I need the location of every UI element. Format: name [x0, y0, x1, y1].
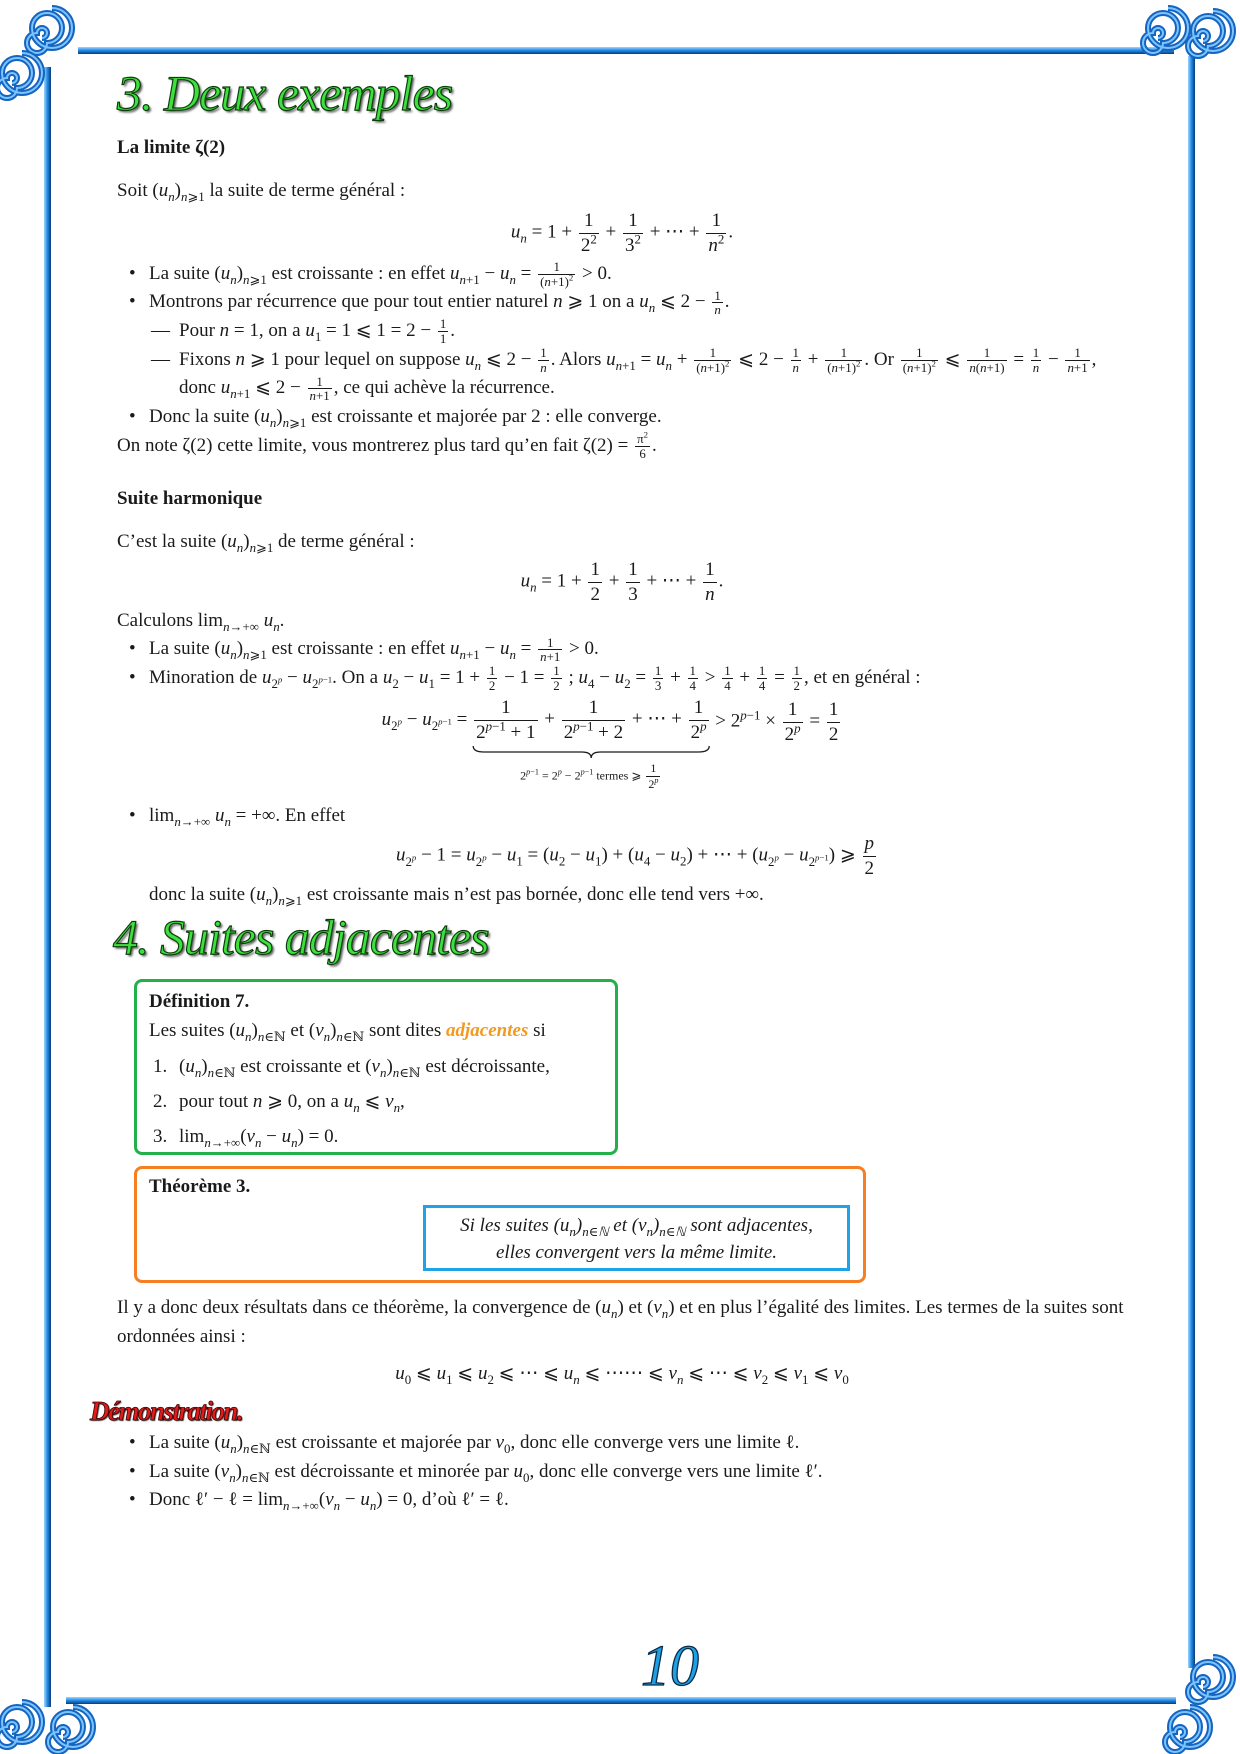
definition-title: Définition 7.: [149, 991, 250, 1012]
list-item: • La suite $(u_n)_{n⩾1}$ est croissante : en effet $u_{n+1} - u_n$ = $\frac{1}{(n+1)^2}$ > 0.: [117, 260, 1127, 289]
theorem-statement: [423, 1205, 850, 1271]
page-number: 10: [641, 1633, 699, 1698]
list-item: • Donc ℓ′ − ℓ = $\lim_{n\to+\infty}(v_n - u_n) = 0$, d’où ℓ′ = ℓ.: [117, 1486, 1127, 1515]
paragraph-text: Il y a donc deux résultats dans ce théorème, la convergence de $(u_n)$ et $(v_n)$ et en plus l’égalité des limites. Les termes de la suites sont ordonnées ainsi :: [117, 1297, 1124, 1347]
frame-top: [78, 47, 1174, 54]
underbrace-group: [472, 696, 710, 792]
item-number: 2.: [153, 1091, 168, 1112]
frame-right: [1188, 56, 1195, 1668]
subsection-heading: La limite ζ(2): [117, 137, 226, 158]
compute-text: Calculons $\lim_{n\to+\infty} u_n$.: [117, 609, 285, 634]
underbrace-caption: $2^{p-1} = 2^p - 2^{p-1}$ termes ⩾ $\frac{1}{2^p}$: [520, 760, 659, 791]
conclusion-text: donc la suite $(u_n)_{n⩾1}$ est croissante mais n’est pas bornée, donc elle tend vers +∞.: [149, 883, 764, 908]
theorem-line: elles convergent vers la même limite.: [495, 1242, 778, 1263]
zeta-section: [117, 134, 1127, 460]
sub-list-item: — Pour n = 1, on a $u_1 = 1$ ⩽ 1 = 2 − $\frac{1}{1}$ .: [117, 317, 1127, 346]
list-item: • La suite $(v_n)_{n\in ℕ}$ est décroissante et minorée par $u_0$, donc elle converge vers une limite ℓ′.: [117, 1458, 1127, 1487]
definition-item: [149, 1084, 603, 1119]
theorem-line: Si les suites $(u_n)_{n\in ℕ}$ et $(v_n)_{n\in ℕ}$ sont adjacentes,: [460, 1215, 813, 1239]
item-text: $\lim_{n\to+\infty}(v_n - u_n) = 0$.: [179, 1126, 339, 1150]
display-equation: $u_n = 1$ + $\frac{1}{2^2}$ + $\frac{1}{3^2}$ + ⋯ + $\frac{1}{n^2}$ .: [510, 210, 734, 256]
item-text: $(u_n)_{n\in ℕ}$ est croissante et $(v_n)_{n\in ℕ}$ est décroissante,: [179, 1056, 550, 1080]
list-item: • $\lim_{n\to+\infty} u_n$ = +∞. En effet: [117, 802, 1127, 831]
definition-item: [149, 1049, 603, 1084]
display-equation: $u_n = 1$ + $\frac{1}{2}$ + $\frac{1}{3}$ + ⋯ + $\frac{1}{n}$ .: [520, 559, 724, 605]
list-item: • La suite $(u_n)_{n\in ℕ}$ est croissante et majorée par $v_0$, donc elle converge vers une limite ℓ.: [117, 1429, 1127, 1458]
definition-box: [134, 979, 618, 1155]
theorem-box: [134, 1166, 866, 1283]
spiral-corner-icon: [27, 8, 72, 53]
demo-title: Démonstration.: [90, 1396, 243, 1426]
subsection-heading: Suite harmonique: [117, 488, 263, 509]
spiral-corner-icon: [48, 1707, 93, 1752]
item-text: pour tout n ⩾ 0, on a $u_n$ ⩽ $v_n$,: [179, 1091, 405, 1115]
braced-terms: $\frac{1}{2^{p-1} + 1}$ + $\frac{1}{2^{p-1} + 2}$ + ⋯ + $\frac{1}{2^p}$: [476, 697, 707, 744]
underbrace-icon: [472, 745, 710, 759]
spiral-corner-icon: [0, 53, 42, 98]
intro-text: Soit $(u_n)_{n⩾1}$ la suite de terme général :: [117, 179, 406, 204]
definition-item: [149, 1119, 603, 1154]
ordering-chain: $u_0$ ⩽ $u_1$ ⩽ $u_2$ ⩽ ⋯ ⩽ $u_n$ ⩽ ⋯⋯ ⩽ $v_n$ ⩽ ⋯ ⩽ $v_2$ ⩽ $v_1$ ⩽ $v_0$: [395, 1363, 849, 1387]
item-number: 3.: [153, 1126, 168, 1147]
display-equation: $u_{2^p} - 1 = u_{2^p} - u_1 = (u_2 - u_1) + (u_4 - u_2)$ + ⋯ + $(u_{2^p} - u_{2^{p-1}})$ ⩾ $\frac{p}{2}$: [395, 833, 875, 880]
equation-right: > $2^{p-1}$ × $\frac{1}{2^p}$ = $\frac{1}{2}$: [715, 699, 839, 746]
demo-list: [117, 1429, 1127, 1515]
item-number: 1.: [153, 1056, 168, 1077]
underbrace-equation: [97, 692, 1127, 792]
harmonic-section: [117, 485, 1127, 909]
list-item: • La suite $(u_n)_{n⩾1}$ est croissante : en effet $u_{n+1} - u_n$ = $\frac{1}{n+1}$ > 0.: [117, 635, 1127, 664]
list-item: • Donc la suite $(u_n)_{n⩾1}$ est croissante et majorée par 2 : elle converge.: [117, 403, 1127, 432]
list-item-text: Montrons par récurrence que pour tout entier naturel n ⩾ 1 on a $u_n$ ⩽ 2 − $\frac{1}{n}$ .: [149, 287, 730, 318]
spiral-corner-icon: [1188, 11, 1233, 56]
frame-left: [44, 67, 51, 1707]
spiral-corner-icon: [1165, 1707, 1210, 1752]
note-text: On note ζ(2) cette limite, vous montrerez plus tard qu’en fait ζ(2) = $\frac{\pi^2}{6}$ .: [117, 429, 657, 461]
list-item: [117, 288, 1127, 317]
spiral-corner-icon: [1143, 8, 1188, 53]
sub-list-item: — Fixons n ⩾ 1 pour lequel on suppose $u_n$ ⩽ 2 − $\frac{1}{n}$ . Alors $u_{n+1} = u_n$ + $\frac{1}{(n+1)^2}$ ⩽ 2 − $\frac{1}{n}$ + $\frac{1}{(n+1)^2}$ . Or $\frac{1}{(n+1)^2}$ ⩽ $\frac{1}{n(n+1)}$ = $\frac{1}{n}$ − $\frac{1}{n+1}$ , donc $u_{n+1}$ ⩽ 2 − $\frac{1}{n+1}$ , ce qui achève la récurrence.: [117, 346, 1127, 403]
section-title: 4. Suites adjacentes: [113, 909, 489, 965]
theorem-title: Théorème 3.: [149, 1176, 251, 1197]
equation-left: $u_{2^p} - u_{2^{p-1}}$ =: [381, 709, 468, 734]
list-item: • Minoration de $u_{2^p} - u_{2^{p-1}}$. On a $u_2 - u_1 = 1$ + $\frac{1}{2}$ − 1 = $\frac{1}{2}$ ; $u_4 - u_2$ = $\frac{1}{3}$ + $\frac{1}{4}$ > $\frac{1}{4}$ + $\frac{1}{4}$ = $\frac{1}{2}$ , et en général :: [117, 664, 1127, 693]
intro-text: C’est la suite $(u_n)_{n⩾1}$ de terme général :: [117, 530, 415, 555]
section-title: 3. Deux exemples: [117, 65, 453, 121]
definition-text: Les suites $(u_n)_{n\in ℕ}$ et $(v_n)_{n\in ℕ}$ sont dites adjacentes si: [149, 1019, 546, 1044]
spiral-corner-icon: [0, 1702, 42, 1747]
